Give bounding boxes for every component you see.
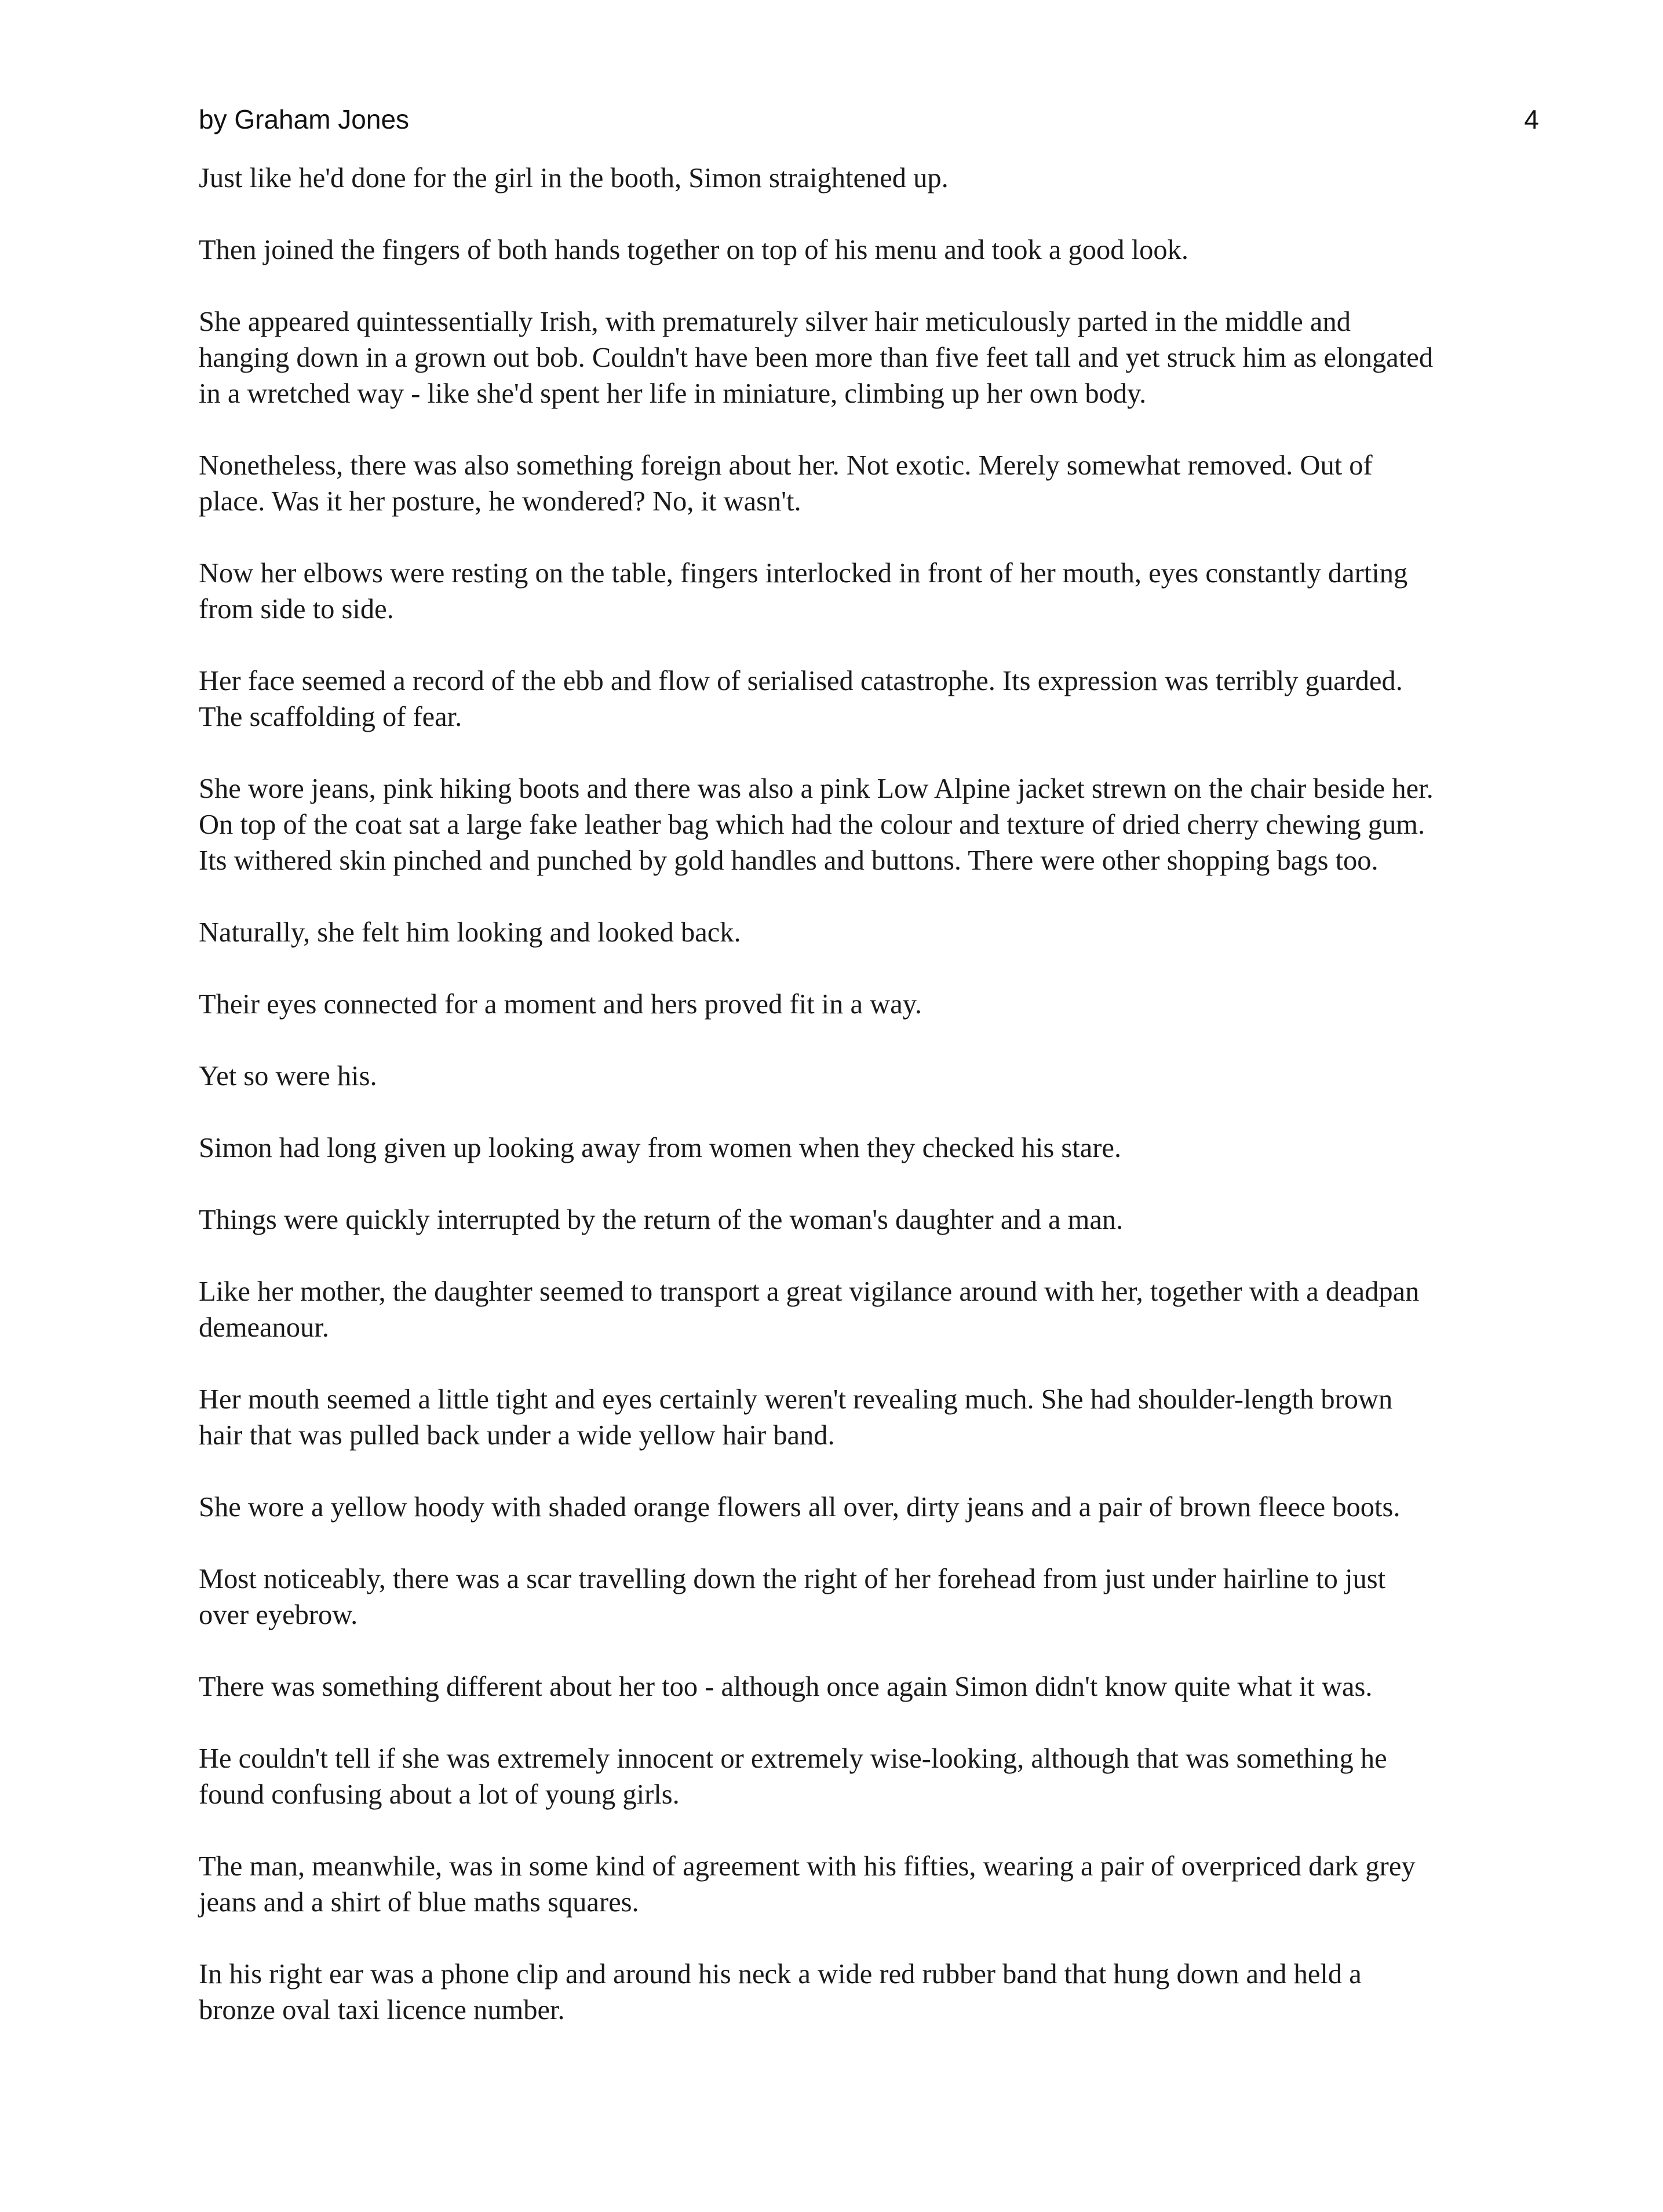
text-line: from side to side. <box>199 594 394 625</box>
text-line: Like her mother, the daughter seemed to transport a great vigilance around with her, together with a deadpan <box>199 1276 1420 1307</box>
paragraph <box>199 1490 1549 1525</box>
text-line: She wore jeans, pink hiking boots and there was also a pink Low Alpine jacket strewn on the chair beside her. <box>199 773 1434 804</box>
paragraph <box>199 1849 1549 1921</box>
paragraph <box>199 1202 1549 1238</box>
text-line: hanging down in a grown out bob. Couldn't have been more than five feet tall and yet struck him as elongated <box>199 342 1434 373</box>
paragraph <box>199 160 1549 196</box>
paragraph <box>199 915 1549 951</box>
text-line: place. Was it her posture, he wondered? No, it wasn't. <box>199 486 801 517</box>
text-line: jeans and a shirt of blue maths squares. <box>199 1887 639 1918</box>
paragraph <box>199 1957 1549 2028</box>
text-line: Most noticeably, there was a scar travelling down the right of her forehead from just under hairline to just <box>199 1564 1386 1594</box>
paragraph <box>199 1058 1549 1094</box>
paragraph <box>199 304 1549 412</box>
text-line: On top of the coat sat a large fake leather bag which had the colour and texture of dried cherry chewing gum. <box>199 809 1425 840</box>
paragraph <box>199 1561 1549 1633</box>
text-line: Its withered skin pinched and punched by gold handles and buttons. There were other shopping bags too. <box>199 845 1378 876</box>
text-line: Now her elbows were resting on the table, fingers interlocked in front of her mouth, eyes constantly darting <box>199 558 1408 589</box>
paragraph <box>199 987 1549 1023</box>
text-line: Her mouth seemed a little tight and eyes certainly weren't revealing much. She had shoulder-length brown <box>199 1384 1393 1415</box>
text-line: in a wretched way - like she'd spent her life in miniature, climbing up her own body. <box>199 378 1147 409</box>
text-line: Things were quickly interrupted by the return of the woman's daughter and a man. <box>199 1204 1124 1235</box>
text-line: The man, meanwhile, was in some kind of agreement with his fifties, wearing a pair of overpriced dark grey <box>199 1851 1416 1882</box>
text-line: Just like he'd done for the girl in the booth, Simon straightened up. <box>199 163 949 194</box>
text-line: over eyebrow. <box>199 1600 358 1630</box>
paragraph <box>199 1382 1549 1454</box>
text-line: Nonetheless, there was also something foreign about her. Not exotic. Merely somewhat removed. Out of <box>199 450 1373 481</box>
paragraph <box>199 556 1549 627</box>
text-line: She wore a yellow hoody with shaded orange flowers all over, dirty jeans and a pair of brown fleece boots. <box>199 1492 1401 1523</box>
paragraph <box>199 1130 1549 1166</box>
paragraph <box>199 663 1549 735</box>
page-number: 4 <box>1524 104 1539 134</box>
text-line: There was something different about her too - although once again Simon didn't know quite what it was. <box>199 1671 1373 1702</box>
text-line: Naturally, she felt him looking and looked back. <box>199 917 741 948</box>
text-line: Then joined the fingers of both hands together on top of his menu and took a good look. <box>199 235 1188 265</box>
text-line: demeanour. <box>199 1312 329 1343</box>
header-author: by Graham Jones <box>199 104 410 134</box>
text-line: bronze oval taxi licence number. <box>199 1995 565 2025</box>
text-line: She appeared quintessentially Irish, with prematurely silver hair meticulously parted in the middle and <box>199 306 1351 337</box>
text-line: found confusing about a lot of young girls. <box>199 1779 680 1810</box>
text-line: He couldn't tell if she was extremely innocent or extremely wise-looking, although that was something he <box>199 1743 1387 1774</box>
body-text <box>199 160 1549 2028</box>
text-line: In his right ear was a phone clip and around his neck a wide red rubber band that hung down and held a <box>199 1959 1362 1990</box>
paragraph <box>199 1274 1549 1346</box>
text-line: Their eyes connected for a moment and hers proved fit in a way. <box>199 989 922 1020</box>
paragraph <box>199 771 1549 879</box>
text-line: Her face seemed a record of the ebb and flow of serialised catastrophe. Its expression was terribly guarded. <box>199 666 1403 696</box>
paragraph <box>199 1669 1549 1705</box>
text-line: Yet so were his. <box>199 1061 377 1092</box>
text-line: Simon had long given up looking away from women when they checked his stare. <box>199 1133 1122 1163</box>
paragraph <box>199 232 1549 268</box>
paragraph <box>199 448 1549 520</box>
paragraph <box>199 1741 1549 1813</box>
text-line: The scaffolding of fear. <box>199 702 462 732</box>
text-line: hair that was pulled back under a wide yellow hair band. <box>199 1420 835 1451</box>
